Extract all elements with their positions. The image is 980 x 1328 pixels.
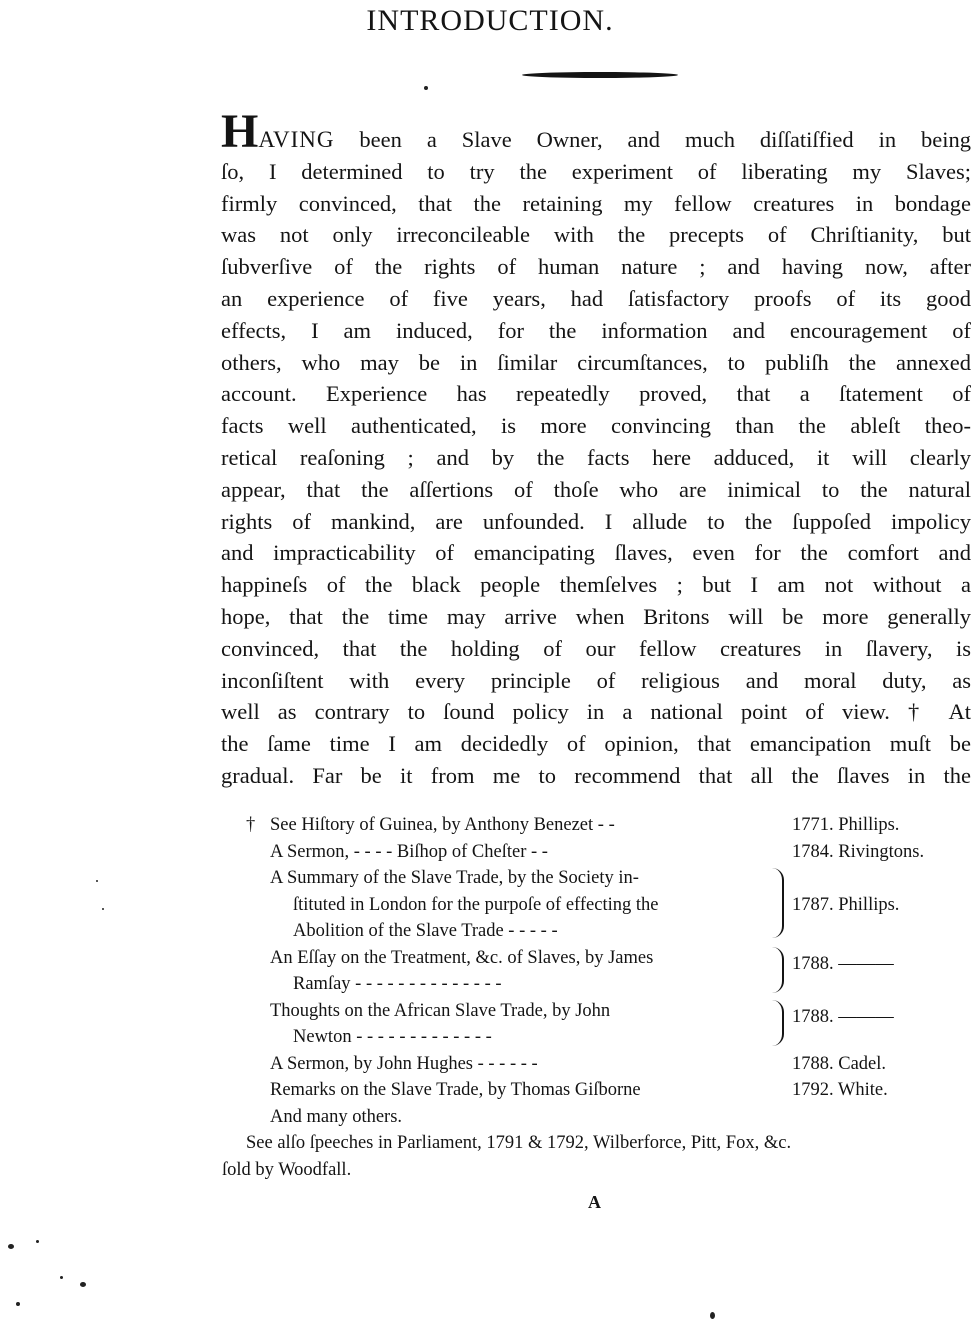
entry-title: A Summary of the Slave Trade, by the Society in- — [270, 868, 639, 888]
entry-date: 1787. Phillips. — [792, 894, 900, 915]
paragraph-line: retical reaſoning ; and by the facts here adduced, it will clearly — [221, 444, 971, 470]
catchword: A — [588, 1192, 601, 1212]
ink-speck — [8, 1244, 14, 1249]
closing-line: See alſo ſpeeches in Parliament, 1791 & 1792, Wilberforce, Pitt, Fox, &c. — [246, 1133, 792, 1153]
entry-date: 1792. White. — [792, 1080, 888, 1100]
entry-date: 1788. Cadel. — [792, 1053, 887, 1074]
ink-speck — [424, 86, 428, 90]
ink-speck — [60, 1276, 63, 1279]
paragraph-line: others, who may be in ſimilar circumſtances, to publiſh the annexed — [221, 349, 971, 375]
entry-title-continuation: ſtituted in London for the purpoſe of effecting the — [293, 894, 659, 915]
ink-speck — [16, 1302, 20, 1306]
entry-title: See Hiſtory of Guinea, by Anthony Benezet - - — [270, 815, 615, 835]
paragraph-line: ſubverſive of the rights of human nature ; and having now, after — [221, 254, 971, 280]
paragraph-line: firmly convinced, that the retaining my fellow creatures in bondage — [221, 190, 971, 216]
entry-title: Thoughts on the African Slave Trade, by John — [270, 1000, 611, 1021]
entry-date: 1788. ——— — [792, 953, 894, 974]
paragraph-line: happineſs of the black people themſelves ; but I am not without a — [221, 572, 971, 598]
entry-title: Remarks on the Slave Trade, by Thomas Giſborne — [270, 1080, 641, 1100]
footnote-entry — [220, 1077, 980, 1104]
entry-title: And many others. — [270, 1106, 403, 1127]
page-title-text: INTRODUCTION. — [366, 4, 614, 37]
footnote-entry — [220, 812, 980, 839]
entry-title-continuation: Abolition of the Slave Trade - - - - - — [293, 921, 558, 941]
footnote-closing — [220, 1157, 980, 1184]
paragraph-line: well as contrary to ſound policy in a national point of view. † At — [221, 699, 971, 725]
footnote-closing — [220, 1130, 980, 1157]
page-title — [0, 4, 980, 38]
paragraph-line — [221, 105, 971, 158]
paragraph-line: convinced, that the holding of our fellow creatures in ſlavery, is — [221, 635, 971, 661]
paragraph-line: rights of mankind, are unfounded. I allude to the ſuppoſed impolicy — [221, 508, 971, 534]
paragraph-line: facts well authenticated, is more convincing than the ableſt theo- — [221, 413, 971, 439]
ink-speck — [102, 908, 104, 910]
entry-title: A Sermon, - - - - Biſhop of Cheſter - - — [270, 841, 548, 862]
paragraph-line: the ſame time I am decidedly of opinion, that emancipation muſt be — [221, 731, 971, 757]
paragraph-line: an experience of five years, had ſatisfactory proofs of its good — [221, 285, 971, 311]
footnote-entry — [220, 998, 980, 1025]
entry-title-continuation: Ramſay - - - - - - - - - - - - - - — [293, 974, 502, 994]
paragraph-line-text: been a Slave Owner, and much diſſatiſfied in being — [334, 127, 971, 152]
entry-date: 1771. Phillips. — [792, 815, 900, 835]
footnote-entry-continuation — [220, 892, 980, 919]
entry-title-continuation: Newton - - - - - - - - - - - - - — [293, 1027, 492, 1047]
opening-small-caps: AVING — [258, 127, 335, 152]
paragraph-line: ſo, I determined to try the experiment of liberating my Slaves; — [221, 158, 971, 184]
footnote-entry-continuation — [220, 1024, 980, 1051]
footnote-entry-continuation — [220, 918, 980, 945]
entry-date: 1788. ——— — [792, 1006, 894, 1027]
paragraph-line: appear, that the aſſertions of thoſe who are inimical to the natural — [221, 476, 971, 502]
paragraph-line: gradual. Far be it from me to recommend that all the ſlaves in the — [221, 762, 971, 788]
ink-speck — [36, 1240, 39, 1243]
entry-title: A Sermon, by John Hughes - - - - - - — [270, 1053, 538, 1074]
paragraph-line: effects, I am induced, for the information and encouragement of — [221, 317, 971, 343]
ink-speck — [96, 880, 98, 882]
entry-title: An Eſſay on the Treatment, &c. of Slaves, by James — [270, 947, 654, 968]
closing-line: ſold by Woodfall. — [222, 1159, 352, 1180]
ink-speck — [80, 1282, 86, 1287]
footnote-entry-continuation — [220, 971, 980, 998]
paragraph-line: account. Experience has repeatedly proved, that a ſtatement of — [221, 381, 971, 407]
footnote-entry — [220, 1104, 980, 1131]
title-rule — [522, 72, 678, 78]
introduction-paragraph — [221, 105, 971, 792]
dagger-mark: † — [246, 815, 256, 835]
paragraph-line: hope, that the time may arrive when Britons will be more generally — [221, 603, 971, 629]
paragraph-line: was not only irreconcileable with the precepts of Chriſtianity, but — [221, 222, 971, 248]
footnote-entry — [220, 1051, 980, 1078]
entry-date: 1784. Rivingtons. — [792, 841, 925, 862]
footnote-entry — [220, 839, 980, 866]
footnote-entry — [220, 945, 980, 972]
footnote-entry — [220, 865, 980, 892]
footnote — [220, 812, 980, 1183]
drop-cap: H — [221, 105, 259, 158]
paragraph-line: and impracticability of emancipating ſlaves, even for the comfort and — [221, 540, 971, 566]
ink-speck — [710, 1312, 715, 1319]
paragraph-line: inconſiſtent with every principle of religious and moral duty, as — [221, 667, 971, 693]
